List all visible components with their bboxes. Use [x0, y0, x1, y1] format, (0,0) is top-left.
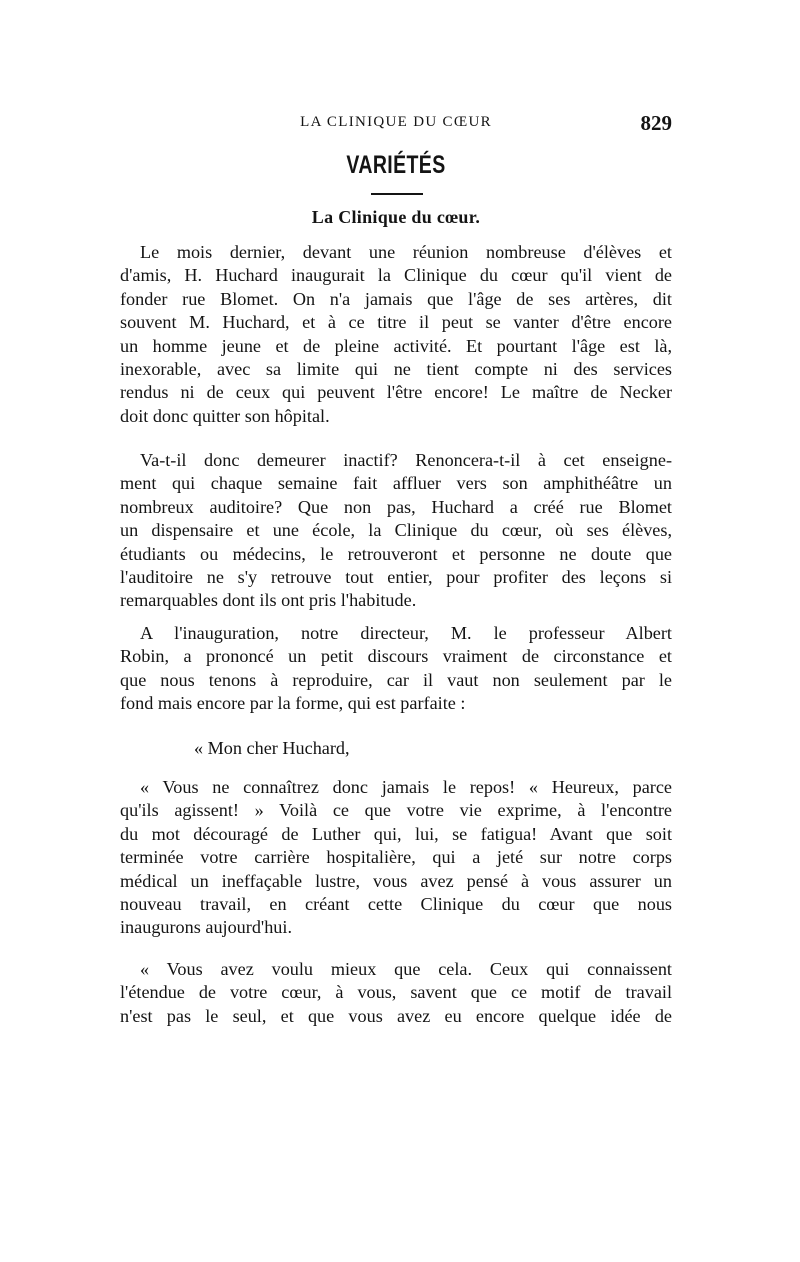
text-line: « Vous avez voulu mieux que cela. Ceux qui connaissent: [140, 959, 672, 979]
text-line: un homme jeune et de pleine activité. Et pourtant l'âge est là,: [120, 335, 672, 356]
text-line: fond mais encore par la forme, qui est parfaite :: [120, 693, 466, 714]
text-line: étudiants ou médecins, le retrouveront et personne ne doute que: [120, 543, 672, 564]
text-line: « Vous ne connaîtrez donc jamais le repos! « Heureux, parce: [140, 777, 672, 797]
text-line: doit donc quitter son hôpital.: [120, 405, 330, 426]
text-line: souvent M. Huchard, et à ce titre il peut se vanter d'être encore: [120, 312, 672, 333]
text-line: du mot découragé de Luther qui, lui, se fatigua! Avant que soit: [120, 823, 672, 844]
text-line: d'amis, H. Huchard inaugurait la Clinique du cœur qu'il vient de: [120, 265, 672, 286]
text-line: A l'inauguration, notre directeur, M. le professeur Albert: [140, 623, 672, 643]
text-line: rendus ni de ceux qui peuvent l'être encore! Le maître de Necker: [120, 382, 672, 403]
running-head: [120, 111, 672, 138]
text-line: fonder rue Blomet. On n'a jamais que l'âge de ses artères, dit: [120, 288, 672, 309]
paragraph-2: [120, 449, 672, 613]
text-line: ment qui chaque semaine fait affluer vers son amphithéâtre un: [120, 473, 672, 494]
speech-paragraph-2: [120, 958, 672, 1028]
paragraph-3: [120, 622, 672, 716]
paragraph-1: [120, 241, 672, 428]
section-title: VARIÉTÉS: [346, 151, 446, 179]
text-line: nombreux auditoire? Que non pas, Huchard a créé rue Blomet: [120, 496, 672, 517]
text-line: nouveau travail, en créant cette Clinique du cœur que nous: [120, 894, 672, 915]
text-line: l'étendue de votre cœur, à vous, savent que ce motif de travail: [120, 982, 672, 1003]
text-line: qu'ils agissent! » Voilà ce que votre vie exprime, à l'encontre: [120, 800, 672, 821]
text-line: l'auditoire ne s'y retrouve tout entier, pour profiter des leçons si: [120, 567, 672, 588]
text-line: Le mois dernier, devant une réunion nombreuse d'élèves et: [140, 242, 672, 262]
text-line: médical un ineffaçable lustre, vous avez pensé à vous assurer un: [120, 870, 672, 891]
text-line: inexorable, avec sa limite qui ne tient compte ni des services: [120, 359, 672, 380]
text-line: un dispensaire et une école, la Clinique du cœur, où ses élèves,: [120, 520, 672, 541]
page-number: 829: [640, 111, 672, 135]
title-divider: [371, 193, 423, 195]
text-line: terminée votre carrière hospitalière, qui a jeté sur notre corps: [120, 847, 672, 868]
article-title: La Clinique du cœur.: [311, 207, 481, 227]
text-line: que nous tenons à reproduire, car il vaut non seulement par le: [120, 669, 672, 690]
text-line: Va-t-il donc demeurer inactif? Renoncera-t-il à cet enseigne-: [140, 450, 672, 470]
text-line: n'est pas le seul, et que vous avez eu encore quelque idée de: [120, 1005, 672, 1026]
salutation: « Mon cher Huchard,: [194, 738, 350, 758]
text-line: inaugurons aujourd'hui.: [120, 917, 292, 938]
text-line: Robin, a prononcé un petit discours vraiment de circonstance et: [120, 646, 672, 667]
running-title: LA CLINIQUE DU CŒUR: [300, 114, 492, 130]
text-line: remarquables dont ils ont pris l'habitude.: [120, 590, 417, 611]
speech-paragraph-1: [120, 776, 672, 940]
